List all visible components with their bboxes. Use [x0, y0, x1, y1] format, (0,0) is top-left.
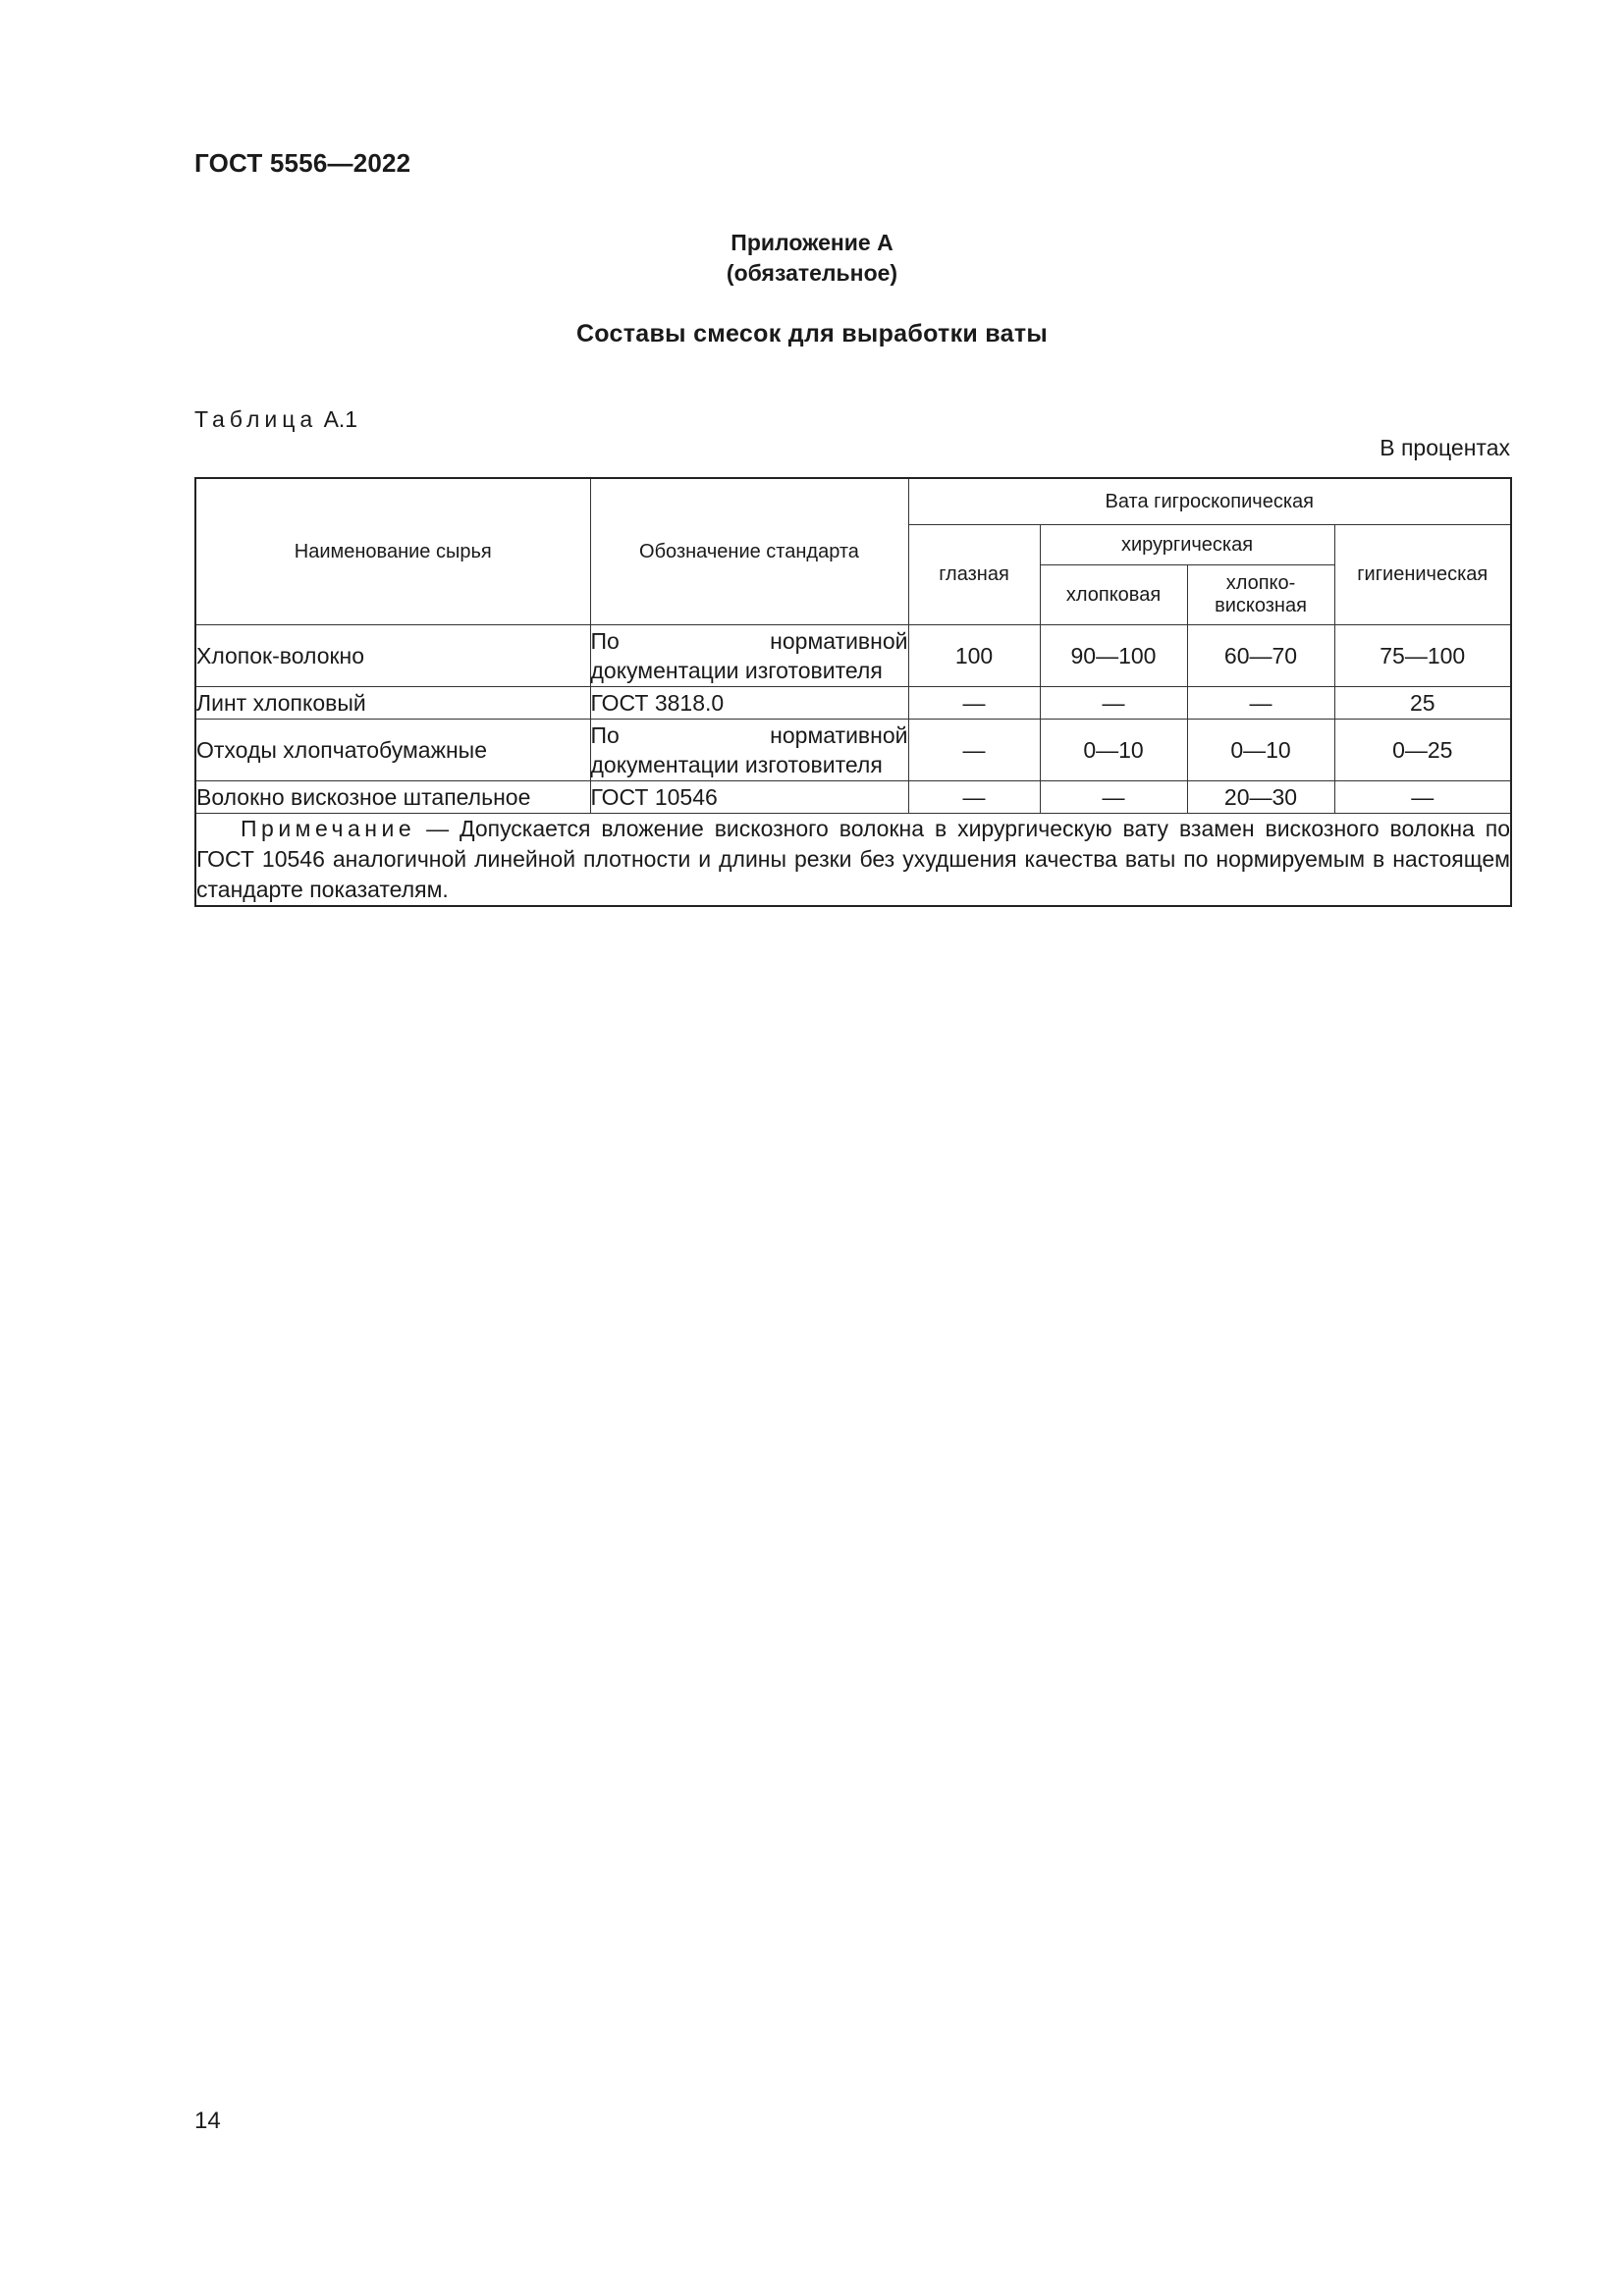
cell-material: Отходы хлопчатобумажные — [195, 720, 590, 781]
table-row — [195, 781, 1511, 814]
header-surgical: хирургическая — [1040, 525, 1334, 565]
header-cotton-viscose — [1187, 565, 1334, 625]
table-units: В процентах — [1380, 435, 1510, 460]
note-text: — Допускается вложение вискозного волокна в хирургическую вату взамен вискозного волокна по ГОСТ 10546 аналогичной линейной плотности и длины резки без ухудшения качества ваты по нормируемым в настоящем стандарте показателям. — [196, 816, 1510, 902]
cell-cotton-viscose: — — [1187, 687, 1334, 720]
cell-cotton: 90—100 — [1040, 625, 1187, 687]
cell-hygienic: — — [1334, 781, 1511, 814]
cell-standard: ГОСТ 3818.0 — [590, 687, 908, 720]
cell-hygienic: 25 — [1334, 687, 1511, 720]
cell-eye: 100 — [908, 625, 1040, 687]
appendix-status: (обязательное) — [726, 260, 898, 286]
table-row — [195, 687, 1511, 720]
header-material: Наименование сырья — [195, 478, 590, 625]
appendix-title: Приложение А — [731, 230, 893, 255]
cell-material: Волокно вискозное штапельное — [195, 781, 590, 814]
cell-cotton-viscose: 60—70 — [1187, 625, 1334, 687]
header-standard: Обозначение стандарта — [590, 478, 908, 625]
table-row — [195, 720, 1511, 781]
cell-standard: По нормативной документации изготовителя — [590, 625, 908, 687]
table-row — [195, 625, 1511, 687]
cell-cotton-viscose: 20—30 — [1187, 781, 1334, 814]
header-cotton-viscose-line1: хлопко- — [1225, 572, 1296, 594]
appendix-heading — [0, 228, 1624, 289]
header-hygienic: гигиеническая — [1334, 525, 1511, 625]
composition-table — [194, 477, 1512, 907]
note-label: Примечание — [241, 816, 416, 841]
document-code: ГОСТ 5556—2022 — [194, 148, 411, 178]
cell-cotton: 0—10 — [1040, 720, 1187, 781]
table-label-number: А.1 — [323, 406, 358, 432]
cell-hygienic: 0—25 — [1334, 720, 1511, 781]
cell-eye: — — [908, 687, 1040, 720]
header-eye: глазная — [908, 525, 1040, 625]
cell-cotton-viscose: 0—10 — [1187, 720, 1334, 781]
table-note-row — [195, 814, 1511, 907]
table-label — [194, 406, 357, 433]
cell-eye: — — [908, 781, 1040, 814]
cell-cotton: — — [1040, 781, 1187, 814]
header-cotton-viscose-line2: вискозная — [1215, 595, 1307, 616]
cell-cotton: — — [1040, 687, 1187, 720]
table-label-word: Таблица — [194, 406, 318, 432]
cell-material: Хлопок-волокно — [195, 625, 590, 687]
cell-standard: По нормативной документации изготовителя — [590, 720, 908, 781]
header-cotton-wool-group: Вата гигроскопическая — [908, 478, 1511, 525]
header-cotton: хлопковая — [1040, 565, 1187, 625]
section-title: Составы смесок для выработки ваты — [575, 320, 1049, 347]
cell-material: Линт хлопковый — [195, 687, 590, 720]
table-note — [195, 814, 1511, 907]
cell-standard: ГОСТ 10546 — [590, 781, 908, 814]
page-number: 14 — [194, 2108, 221, 2134]
cell-hygienic: 75—100 — [1334, 625, 1511, 687]
cell-eye: — — [908, 720, 1040, 781]
